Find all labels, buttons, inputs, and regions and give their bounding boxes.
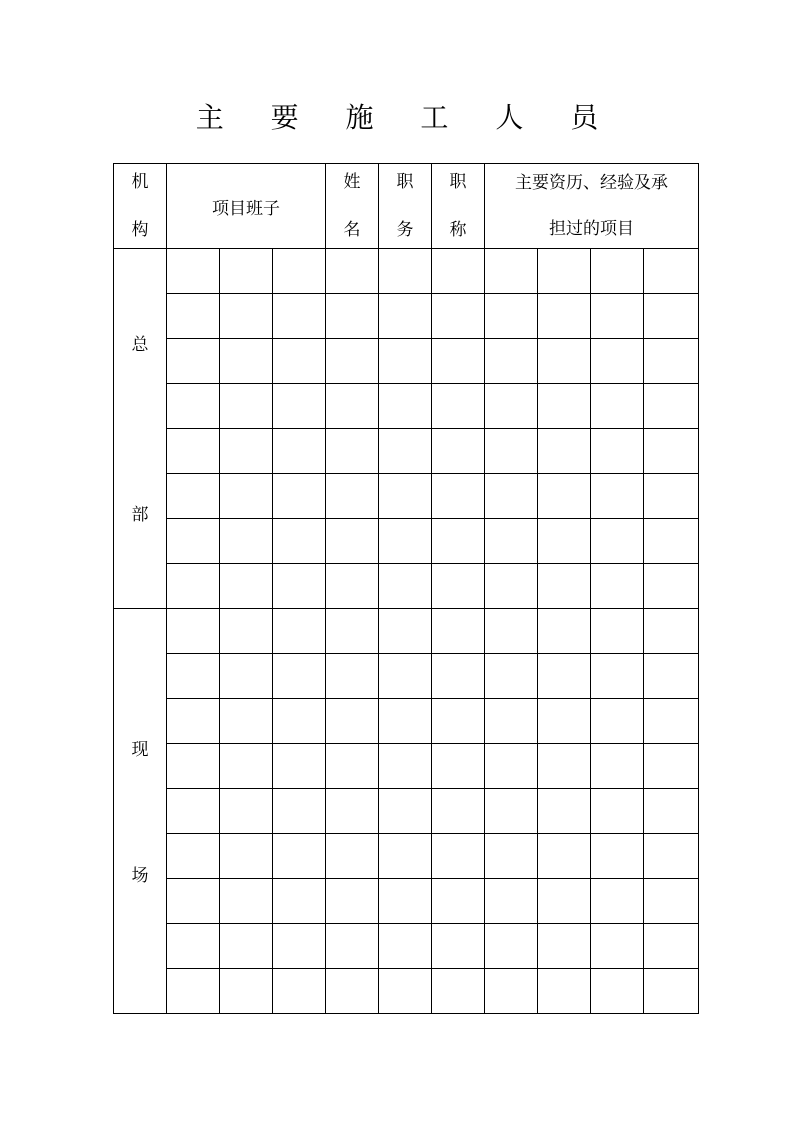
table-cell[interactable] <box>326 744 379 789</box>
table-cell[interactable] <box>273 699 326 744</box>
page-title: 主 要 施 工 人 员 <box>195 101 618 134</box>
table-row <box>114 384 699 429</box>
table-cell[interactable] <box>220 474 273 519</box>
table-cell[interactable] <box>644 429 699 474</box>
table-cell[interactable] <box>167 519 220 564</box>
table-row <box>114 564 699 609</box>
table-cell[interactable] <box>432 609 485 654</box>
table-cell[interactable] <box>326 879 379 924</box>
table-cell[interactable] <box>326 519 379 564</box>
table-cell[interactable] <box>485 969 538 1014</box>
table-row <box>114 789 699 834</box>
table-cell[interactable] <box>538 879 591 924</box>
table-cell[interactable] <box>379 744 432 789</box>
table-cell[interactable] <box>538 339 591 384</box>
table-cell[interactable] <box>379 609 432 654</box>
table-row <box>114 609 699 654</box>
section-label-site-char-2: 场 <box>131 866 149 886</box>
table-row <box>114 654 699 699</box>
header-title <box>432 164 485 249</box>
table-cell[interactable] <box>273 384 326 429</box>
table-cell[interactable] <box>167 609 220 654</box>
header-org-char-2: 构 <box>131 220 149 240</box>
table-cell[interactable] <box>432 339 485 384</box>
table-cell[interactable] <box>432 834 485 879</box>
header-name-char-2: 名 <box>343 220 361 240</box>
table-cell[interactable] <box>167 879 220 924</box>
table-cell[interactable] <box>167 249 220 294</box>
table-cell[interactable] <box>167 834 220 879</box>
table-cell[interactable] <box>167 744 220 789</box>
table-cell[interactable] <box>538 654 591 699</box>
table-row <box>114 744 699 789</box>
table-cell[interactable] <box>644 969 699 1014</box>
header-qualifications <box>485 164 699 249</box>
table-cell[interactable] <box>485 609 538 654</box>
table-row <box>114 249 699 294</box>
section-label-hq <box>114 249 167 609</box>
table-cell[interactable] <box>379 294 432 339</box>
table-cell[interactable] <box>167 339 220 384</box>
table-cell[interactable] <box>538 609 591 654</box>
table-cell[interactable] <box>379 519 432 564</box>
table-cell[interactable] <box>326 609 379 654</box>
header-position <box>379 164 432 249</box>
table-cell[interactable] <box>379 879 432 924</box>
table-cell[interactable] <box>326 789 379 834</box>
table-cell[interactable] <box>326 339 379 384</box>
table-cell[interactable] <box>220 249 273 294</box>
table-cell[interactable] <box>644 879 699 924</box>
table-cell[interactable] <box>220 609 273 654</box>
table-cell[interactable] <box>326 834 379 879</box>
table-cell[interactable] <box>644 339 699 384</box>
table-cell[interactable] <box>644 699 699 744</box>
table-cell[interactable] <box>432 699 485 744</box>
table-cell[interactable] <box>432 384 485 429</box>
table-cell[interactable] <box>273 969 326 1014</box>
table-cell[interactable] <box>273 564 326 609</box>
table-cell[interactable] <box>538 429 591 474</box>
header-team: 项目班子 <box>167 164 326 249</box>
table-cell[interactable] <box>220 699 273 744</box>
table-cell[interactable] <box>644 564 699 609</box>
section-label-site-char-1: 现 <box>131 740 149 760</box>
table-row <box>114 474 699 519</box>
table-cell[interactable] <box>432 294 485 339</box>
table-cell[interactable] <box>167 429 220 474</box>
table-cell[interactable] <box>432 249 485 294</box>
table-cell[interactable] <box>432 519 485 564</box>
table-cell[interactable] <box>538 564 591 609</box>
table-cell[interactable] <box>273 429 326 474</box>
table-cell[interactable] <box>273 654 326 699</box>
table-cell[interactable] <box>220 789 273 834</box>
table-cell[interactable] <box>167 564 220 609</box>
table-cell[interactable] <box>273 744 326 789</box>
table-cell[interactable] <box>379 699 432 744</box>
table-cell[interactable] <box>432 744 485 789</box>
table-cell[interactable] <box>273 474 326 519</box>
table-cell[interactable] <box>379 564 432 609</box>
table-cell[interactable] <box>432 969 485 1014</box>
table-cell[interactable] <box>432 564 485 609</box>
table-cell[interactable] <box>591 609 644 654</box>
section-label-hq-char-2: 部 <box>131 504 149 525</box>
table-cell[interactable] <box>591 834 644 879</box>
table-cell[interactable] <box>644 384 699 429</box>
header-org <box>114 164 167 249</box>
table-row <box>114 429 699 474</box>
table-cell[interactable] <box>379 249 432 294</box>
table-row <box>114 969 699 1014</box>
table-cell[interactable] <box>273 879 326 924</box>
table-cell[interactable] <box>644 294 699 339</box>
table-cell[interactable] <box>220 339 273 384</box>
table-cell[interactable] <box>273 249 326 294</box>
table-cell[interactable] <box>326 474 379 519</box>
table-cell[interactable] <box>220 879 273 924</box>
table-cell[interactable] <box>220 294 273 339</box>
table-cell[interactable] <box>220 924 273 969</box>
table-cell[interactable] <box>644 744 699 789</box>
table-cell[interactable] <box>644 834 699 879</box>
table-cell[interactable] <box>432 879 485 924</box>
table-cell[interactable] <box>220 654 273 699</box>
table-cell[interactable] <box>591 249 644 294</box>
table-cell[interactable] <box>432 429 485 474</box>
table-cell[interactable] <box>591 564 644 609</box>
table-cell[interactable] <box>167 474 220 519</box>
table-cell[interactable] <box>167 969 220 1014</box>
table-cell[interactable] <box>538 384 591 429</box>
table-cell[interactable] <box>538 519 591 564</box>
table-row <box>114 294 699 339</box>
table-cell[interactable] <box>538 789 591 834</box>
table-cell[interactable] <box>432 924 485 969</box>
header-position-char-2: 务 <box>396 220 414 240</box>
table-cell[interactable] <box>485 654 538 699</box>
table-cell[interactable] <box>379 654 432 699</box>
table-cell[interactable] <box>326 294 379 339</box>
table-cell[interactable] <box>591 969 644 1014</box>
table-cell[interactable] <box>644 249 699 294</box>
table-cell[interactable] <box>379 339 432 384</box>
table-cell[interactable] <box>485 249 538 294</box>
table-cell[interactable] <box>273 924 326 969</box>
table-cell[interactable] <box>591 429 644 474</box>
table-cell[interactable] <box>273 834 326 879</box>
table-cell[interactable] <box>485 474 538 519</box>
table-cell[interactable] <box>591 744 644 789</box>
table-cell[interactable] <box>538 969 591 1014</box>
table-cell[interactable] <box>326 564 379 609</box>
table-cell[interactable] <box>220 384 273 429</box>
table-cell[interactable] <box>538 249 591 294</box>
staff-table <box>113 163 699 1014</box>
table-cell[interactable] <box>485 789 538 834</box>
table-cell[interactable] <box>379 384 432 429</box>
table-cell[interactable] <box>644 789 699 834</box>
table-cell[interactable] <box>326 654 379 699</box>
header-title-char-2: 称 <box>449 220 467 240</box>
header-name-char-1: 姓 <box>343 172 361 192</box>
table-cell[interactable] <box>591 699 644 744</box>
table-cell[interactable] <box>326 924 379 969</box>
table-cell[interactable] <box>273 294 326 339</box>
table-cell[interactable] <box>167 384 220 429</box>
table-cell[interactable] <box>379 789 432 834</box>
table-cell[interactable] <box>326 429 379 474</box>
table-cell[interactable] <box>644 654 699 699</box>
table-cell[interactable] <box>644 519 699 564</box>
table-cell[interactable] <box>273 519 326 564</box>
table-cell[interactable] <box>220 564 273 609</box>
table-cell[interactable] <box>220 519 273 564</box>
table-cell[interactable] <box>273 789 326 834</box>
table-cell[interactable] <box>485 294 538 339</box>
table-cell[interactable] <box>485 879 538 924</box>
table-cell[interactable] <box>167 924 220 969</box>
table-cell[interactable] <box>591 339 644 384</box>
table-cell[interactable] <box>432 474 485 519</box>
table-cell[interactable] <box>379 924 432 969</box>
table-cell[interactable] <box>485 339 538 384</box>
table-cell[interactable] <box>326 249 379 294</box>
table-cell[interactable] <box>644 609 699 654</box>
table-cell[interactable] <box>591 519 644 564</box>
table-row <box>114 519 699 564</box>
table-cell[interactable] <box>591 879 644 924</box>
table-cell[interactable] <box>379 429 432 474</box>
table-cell[interactable] <box>538 699 591 744</box>
table-cell[interactable] <box>485 834 538 879</box>
table-row <box>114 834 699 879</box>
table-cell[interactable] <box>379 474 432 519</box>
table-cell[interactable] <box>591 654 644 699</box>
section-label-hq-char-1: 总 <box>131 334 149 355</box>
table-cell[interactable] <box>220 429 273 474</box>
table-cell[interactable] <box>326 969 379 1014</box>
table-cell[interactable] <box>220 744 273 789</box>
table-cell[interactable] <box>379 969 432 1014</box>
table-cell[interactable] <box>432 789 485 834</box>
table-header-row <box>114 164 699 249</box>
table-cell[interactable] <box>273 339 326 384</box>
header-position-char-1: 职 <box>396 172 414 192</box>
table-cell[interactable] <box>538 474 591 519</box>
table-cell[interactable] <box>538 924 591 969</box>
header-title-char-1: 职 <box>449 172 467 192</box>
table-cell[interactable] <box>432 654 485 699</box>
table-cell[interactable] <box>220 969 273 1014</box>
table-cell[interactable] <box>485 699 538 744</box>
table-cell[interactable] <box>485 564 538 609</box>
table-cell[interactable] <box>485 429 538 474</box>
table-cell[interactable] <box>644 474 699 519</box>
table-cell[interactable] <box>591 384 644 429</box>
section-label-site <box>114 609 167 1014</box>
table-cell[interactable] <box>485 519 538 564</box>
table-row <box>114 924 699 969</box>
header-qualifications-line-1: 主要资历、经验及承 <box>515 173 668 193</box>
table-cell[interactable] <box>167 699 220 744</box>
table-cell[interactable] <box>591 474 644 519</box>
header-name <box>326 164 379 249</box>
table-row <box>114 699 699 744</box>
table-cell[interactable] <box>538 294 591 339</box>
table-cell[interactable] <box>379 834 432 879</box>
table-cell[interactable] <box>485 924 538 969</box>
table-cell[interactable] <box>167 294 220 339</box>
header-org-char-1: 机 <box>131 172 149 192</box>
table-cell[interactable] <box>167 789 220 834</box>
table-cell[interactable] <box>644 924 699 969</box>
table-cell[interactable] <box>326 699 379 744</box>
table-cell[interactable] <box>538 744 591 789</box>
table-row <box>114 339 699 384</box>
header-qualifications-line-2: 担过的项目 <box>549 219 634 239</box>
table-cell[interactable] <box>220 834 273 879</box>
table-row <box>114 879 699 924</box>
table-cell[interactable] <box>485 384 538 429</box>
table-cell[interactable] <box>273 609 326 654</box>
table-cell[interactable] <box>538 834 591 879</box>
table-cell[interactable] <box>591 924 644 969</box>
table-cell[interactable] <box>167 654 220 699</box>
table-cell[interactable] <box>591 789 644 834</box>
table-cell[interactable] <box>591 294 644 339</box>
table-cell[interactable] <box>326 384 379 429</box>
table-cell[interactable] <box>485 744 538 789</box>
